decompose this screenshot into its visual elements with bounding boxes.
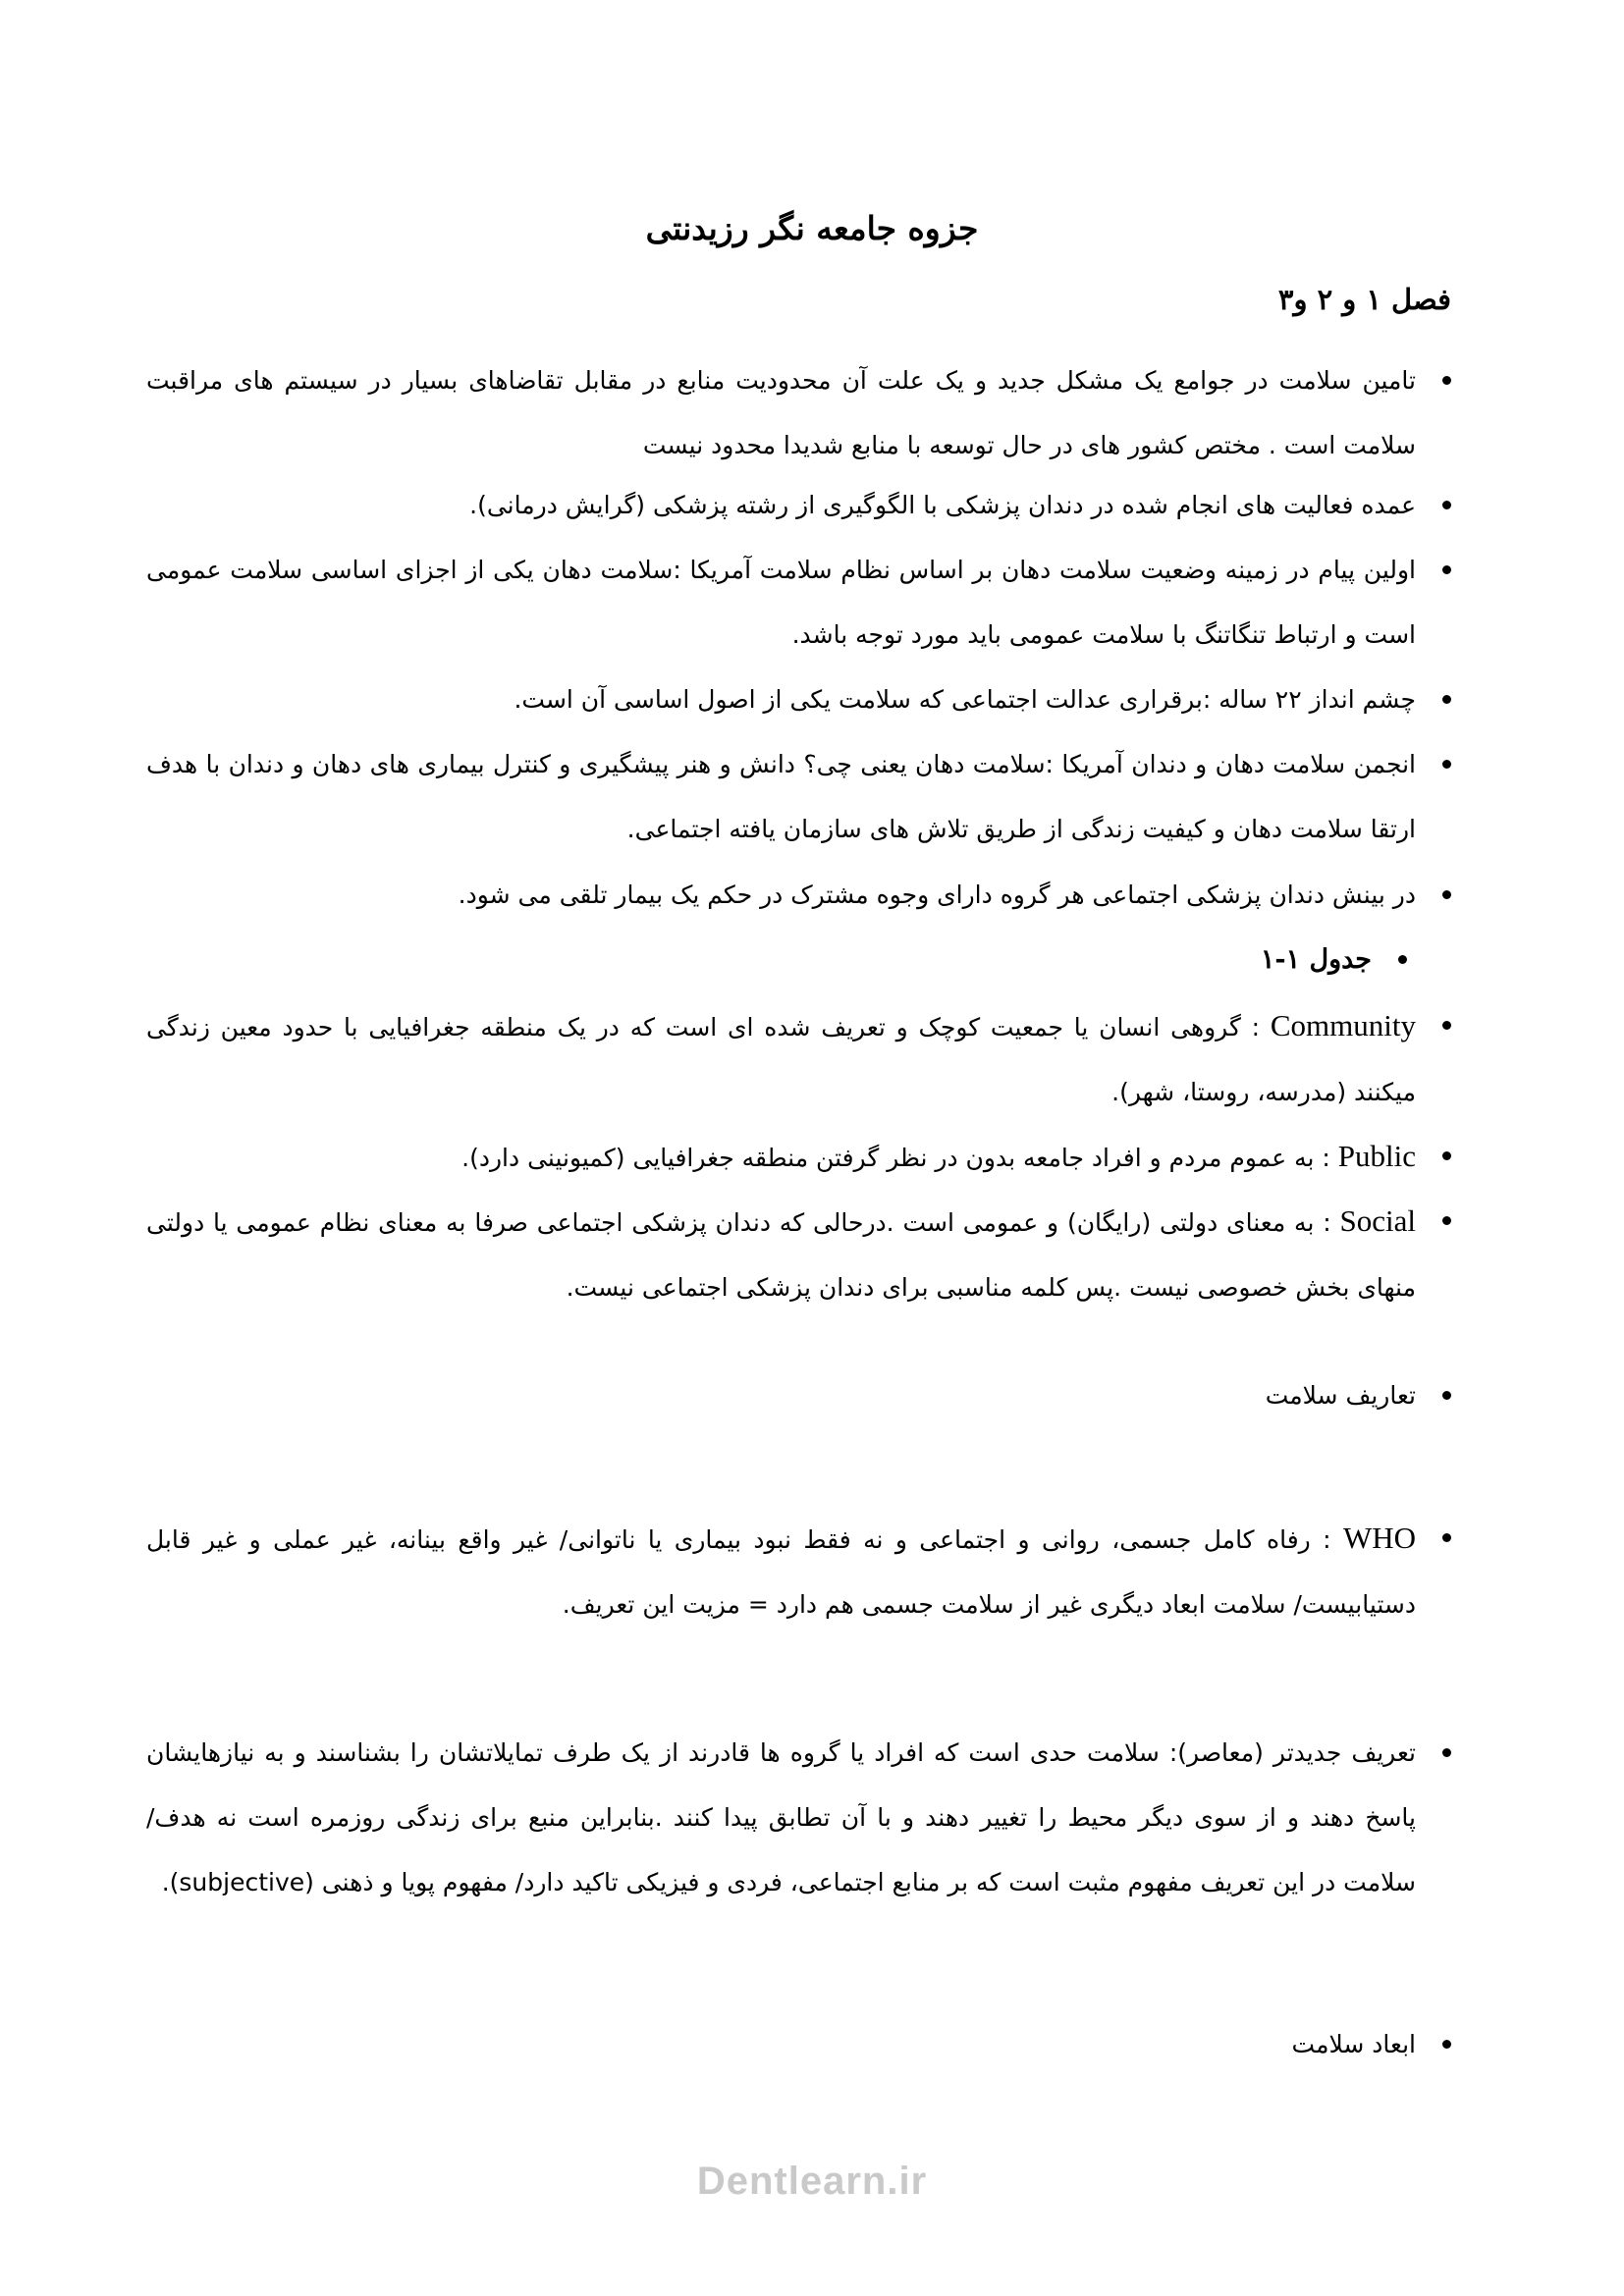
bullet-item: [146, 732, 1457, 862]
section-label: ابعاد سلامت: [1291, 2030, 1416, 2058]
term-who: WHO: [1342, 1521, 1417, 1555]
section-item-health-dimensions: [146, 2012, 1457, 2077]
bullet-item: [146, 667, 1457, 732]
bullet-text: انجمن سلامت دهان و دندان آمریکا :سلامت دهان یعنی چی؟ دانش و هنر پیشگیری و کنترل بیماری های دهان و دندان با هدف ارتقا سلامت دهان و کیفیت زندگی از طریق تلاش های سازمان یافته اجتماعی.: [146, 750, 1416, 843]
table-caption-text: جدول ۱-۱: [1260, 944, 1372, 975]
definition-item-public: [146, 1124, 1457, 1191]
table-caption: [102, 928, 1413, 992]
bullet-text: چشم انداز ۲۲ ساله :برقراری عدالت اجتماعی که سلامت یکی از اصول اساسی آن است.: [514, 685, 1416, 714]
bullet-item: [146, 348, 1457, 478]
definition-text: : به معنای دولتی (رایگان) و عمومی است .درحالی که دندان پزشکی اجتماعی صرفا به معنای نظام عمومی یا دولتی منهای بخش خصوصی نیست .پس کلمه مناسبی برای دندان پزشکی اجتماعی نیست.: [146, 1208, 1416, 1302]
document-title: جزوه جامعه نگر رزیدنتی: [645, 209, 979, 247]
chapter-heading: فصل ۱ و ۲ و۳: [1277, 283, 1451, 316]
term-community: Community: [1270, 1008, 1416, 1042]
definition-text: : گروهی انسان یا جمعیت کوچک و تعریف شده ای است که در یک منطقه جغرافیایی با حدود معین زندگی میکنند (مدرسه، روستا، شهر).: [146, 1013, 1416, 1106]
bullet-item: [146, 863, 1457, 928]
bullet-text: تامین سلامت در جوامع یک مشکل جدید و یک علت آن محدودیت منابع در مقابل تقاضاهای بسیار در سیستم های مراقبت سلامت است . مختص کشور های در حال توسعه با منابع شدیدا محدود نیست: [146, 366, 1416, 459]
definition-item-who: [146, 1506, 1457, 1637]
section-item-health-definitions: [146, 1363, 1457, 1428]
definition-item-social: [146, 1189, 1457, 1320]
section-label: تعاریف سلامت: [1265, 1381, 1416, 1410]
definition-item-community: [146, 993, 1457, 1125]
bullet-item: [146, 538, 1457, 667]
definition-text: : به عموم مردم و افراد جامعه بدون در نظر گرفتن منطقه جغرافیایی (کمیونینی دارد).: [461, 1144, 1330, 1172]
term-social: Social: [1339, 1203, 1416, 1238]
bullet-text: در بینش دندان پزشکی اجتماعی هر گروه دارای وجوه مشترک در حکم یک بیمار تلقی می شود.: [458, 881, 1416, 909]
term-public: Public: [1337, 1139, 1416, 1173]
bullet-item: [146, 473, 1457, 538]
bullet-item: [146, 1721, 1457, 1915]
watermark-logo: Dentlearn.ir: [696, 2160, 928, 2203]
bullet-text: تعریف جدیدتر (معاصر): سلامت حدی است که افراد یا گروه ها قادرند از یک طرف تمایلاتشان را بشناسند و به نیازهایشان پاسخ دهند و از سوی دیگر محیط را تغییر دهند و با آن تطابق پیدا کنند .بنابراین منبع برای زندگی روزمره است نه هدف/ سلامت در این تعریف مفهوم مثبت است که بر منابع اجتماعی، فردی و فیزیکی تاکید دارد/ مفهوم پویا و ذهنی (subjective).: [146, 1738, 1416, 1896]
bullet-text: عمده فعالیت های انجام شده در دندان پزشکی با الگوگیری از رشته پزشکی (گرایش درمانی).: [469, 491, 1416, 519]
definition-text: : رفاه کامل جسمی، روانی و اجتماعی و نه فقط نبود بیماری یا ناتوانی/ غیر واقع بینانه، غیر عملی و غیر قابل دستیابیست/ سلامت ابعاد دیگری غیر از سلامت جسمی هم دارد = مزیت این تعریف.: [146, 1525, 1416, 1619]
bullet-text: اولین پیام در زمینه وضعیت سلامت دهان بر اساس نظام سلامت آمریکا :سلامت دهان یکی از اجزای اساسی سلامت عمومی است و ارتباط تنگاتنگ با سلامت عمومی باید مورد توجه باشد.: [146, 556, 1416, 649]
